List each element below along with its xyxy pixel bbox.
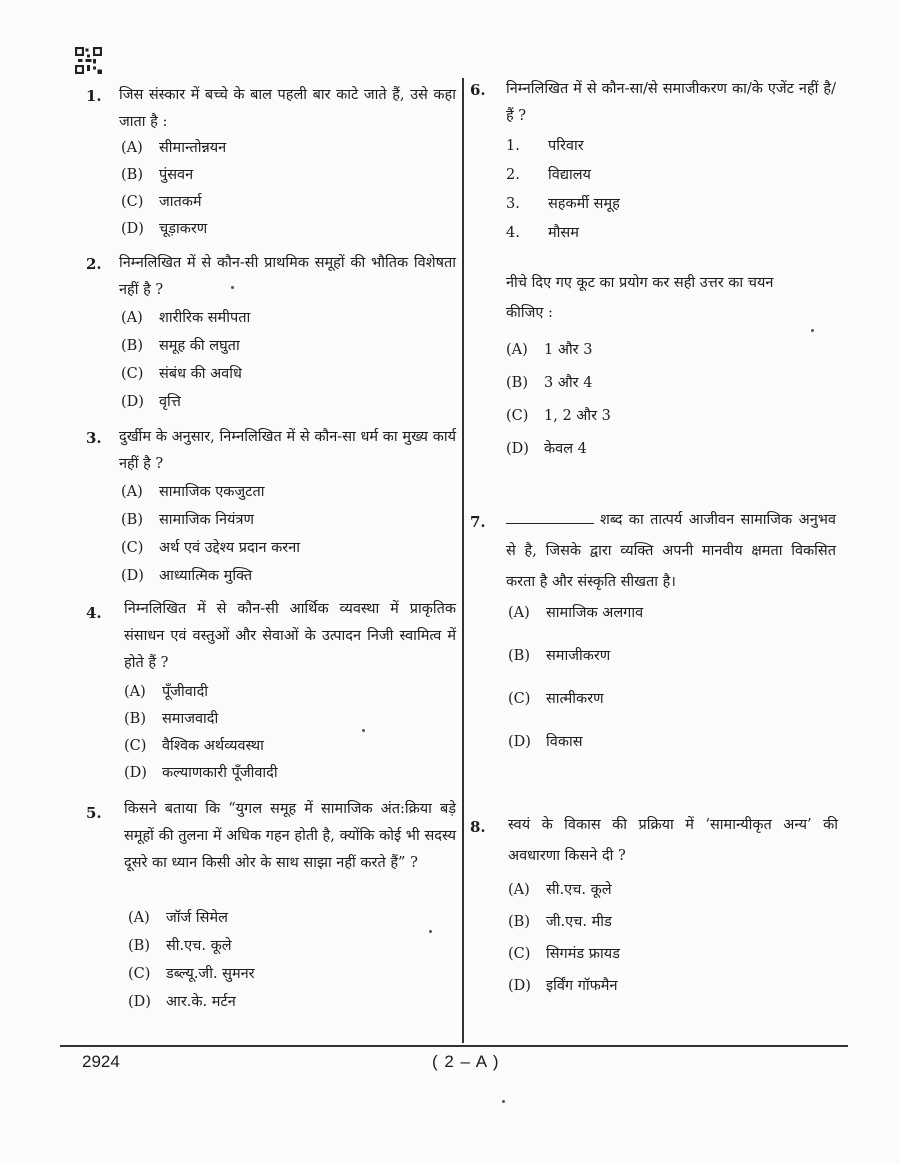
option-c[interactable] [121,538,300,558]
option-label: (A) [124,684,146,700]
option-d[interactable] [506,439,587,459]
option-text: जॉर्ज सिमेल [166,910,228,926]
option-label: (C) [508,946,531,962]
option-c[interactable] [506,406,611,426]
option-b[interactable] [508,646,610,666]
booklet-code: 2924 [82,1052,120,1071]
option-text: 1, 2 और 3 [544,408,611,424]
option-label: (B) [508,914,530,930]
list-item-3 [506,194,620,214]
option-a[interactable] [124,682,208,702]
page-number: ( 2 – A ) [432,1052,500,1071]
footer-rule [60,1045,848,1047]
item-number: 1. [506,138,520,154]
option-label: (B) [128,938,150,954]
option-d[interactable] [128,992,236,1012]
option-text: इर्विंग गॉफमैन [546,978,618,994]
question-text: स्वयं के विकास की प्रक्रिया में ‘सामान्यीकृत अन्य’ की अवधारणा किसने दी ? [508,817,838,864]
item-text: सहकर्मी समूह [548,196,620,212]
option-label: (C) [128,966,151,982]
option-label: (A) [506,342,528,358]
question-text: किसने बताया कि “युगल समूह में सामाजिक अंत:क्रिया बड़े समूहों की तुलना में अधिक गहन होती है, क्योंकि कोई भी सदस्य दूसरे का ध्यान किसी ओर के साथ साझा नहीं करते हैं” ? [124,801,456,871]
question-number: 3. [86,429,102,447]
option-a[interactable] [121,138,226,158]
item-text: परिवार [548,138,584,154]
option-text: जी.एच. मीड [546,914,612,930]
item-text: मौसम [548,225,579,241]
option-text: अर्थ एवं उद्देश्य प्रदान करना [159,540,301,556]
question-text: निम्नलिखित में से कौन-सी प्राथमिक समूहों की भौतिक विशेषता नहीं है ? [119,255,456,298]
option-d[interactable] [508,732,583,752]
option-b[interactable] [128,936,232,956]
option-text: समाजवादी [162,711,219,727]
question-text: निम्नलिखित में से कौन-सी आर्थिक व्यवस्था में प्राकृतिक संसाधन एवं वस्तुओं और सेवाओं के उत्पादन निजी स्वामित्व में होते हैं ? [124,601,456,671]
option-b[interactable] [506,373,592,393]
option-label: (D) [508,978,531,994]
option-d[interactable] [121,566,252,586]
option-label: (D) [508,734,531,750]
scan-speck [231,286,234,289]
instruction-text: नीचे दिए गए कूट का प्रयोग कर सही उत्तर का चयन कीजिए : [506,275,774,321]
question-number: 5. [86,804,102,822]
option-b[interactable] [121,510,254,530]
option-label: (D) [121,221,144,237]
list-item-2 [506,165,591,185]
option-b[interactable] [121,336,240,356]
option-label: (D) [121,394,144,410]
option-text: सी.एच. कूले [546,882,612,898]
option-a[interactable] [506,340,592,360]
option-label: (A) [128,910,150,926]
option-text: सामाजिक नियंत्रण [159,512,254,528]
option-c[interactable] [128,964,255,984]
option-label: (C) [124,738,147,754]
option-label: (A) [121,140,143,156]
question-number: 2. [86,255,102,273]
option-label: (D) [128,994,151,1010]
option-text: संबंध की अवधि [159,366,242,382]
question-text: निम्नलिखित में से कौन-सा/से समाजीकरण का/के एजेंट नहीं है/हैं ? [506,81,836,124]
question-text: जिस संस्कार में बच्चे के बाल पहली बार काटे जाते हैं, उसे कहा जाता है : [119,87,456,130]
option-d[interactable] [124,763,278,783]
option-text: 1 और 3 [544,342,593,358]
option-label: (C) [506,408,529,424]
option-label: (B) [121,338,143,354]
question-number: 6. [470,81,486,99]
scan-speck [502,1100,505,1103]
option-c[interactable] [124,736,264,756]
option-label: (A) [121,484,143,500]
option-text: डब्ल्यू.जी. सुमनर [166,966,255,982]
option-label: (A) [508,882,530,898]
option-a[interactable] [128,908,228,928]
question-number: 7. [470,513,486,531]
fill-in-blank [506,509,594,524]
option-text: आध्यात्मिक मुक्ति [159,568,253,584]
option-label: (A) [121,310,143,326]
option-label: (D) [124,765,147,781]
option-label: (B) [121,167,143,183]
option-text: केवल 4 [544,441,587,457]
option-text: वृत्ति [159,394,181,410]
scan-speck [362,729,365,732]
option-a[interactable] [508,603,643,623]
option-label: (B) [506,375,528,391]
option-a[interactable] [508,880,612,900]
option-label: (C) [121,366,144,382]
option-b[interactable] [508,912,612,932]
option-d[interactable] [121,219,207,239]
option-b[interactable] [124,709,218,729]
option-text: चूड़ाकरण [159,221,208,237]
question-text: दुर्खीम के अनुसार, निम्नलिखित में से कौन-सा धर्म का मुख्य कार्य नहीं है ? [119,429,456,472]
list-item-4 [506,223,579,243]
option-d[interactable] [121,392,181,412]
option-text: सीमान्तोन्नयन [159,140,227,156]
option-c[interactable] [121,364,242,384]
option-text: वैश्विक अर्थव्यवस्था [162,738,264,754]
column-divider [462,78,464,1043]
option-text: सी.एच. कूले [166,938,232,954]
item-number: 4. [506,225,520,241]
list-item-1 [506,136,584,156]
option-text: समूह की लघुता [159,338,240,354]
option-text: सामाजिक अलगाव [546,605,644,621]
question-number: 4. [86,604,102,622]
option-label: (D) [506,441,529,457]
option-text: कल्याणकारी पूँजीवादी [162,765,278,781]
option-d[interactable] [508,976,618,996]
option-a[interactable] [121,482,265,502]
option-c[interactable] [121,192,202,212]
item-text: विद्यालय [548,167,591,183]
scan-speck [429,930,432,933]
qr-code-icon [75,47,102,74]
option-label: (D) [121,568,144,584]
item-number: 3. [506,196,520,212]
option-b[interactable] [121,165,193,185]
option-text: 3 और 4 [544,375,593,391]
item-number: 2. [506,167,520,183]
scan-speck [811,329,814,332]
option-text: विकास [546,734,583,750]
option-label: (A) [508,605,530,621]
option-c[interactable] [508,689,604,709]
option-label: (B) [508,648,530,664]
option-a[interactable] [121,308,250,328]
option-c[interactable] [508,944,620,964]
option-text: जातकर्म [159,194,202,210]
option-text: शारीरिक समीपता [159,310,251,326]
question-number: 1. [86,87,102,105]
question-text-content: शब्द का तात्पर्य आजीवन सामाजिक अनुभव से है, जिसके द्वारा व्यक्ति अपनी मानवीय क्षमता विकसित करता है और संस्कृति सीखता है। [506,512,836,590]
question-text [506,505,836,598]
option-text: पुंसवन [159,167,194,183]
option-text: सामाजिक एकजुटता [159,484,265,500]
question-number: 8. [470,818,486,836]
option-text: पूँजीवादी [162,684,209,700]
option-text: समाजीकरण [546,648,611,664]
option-label: (B) [124,711,146,727]
option-text: सात्मीकरण [546,691,604,707]
option-label: (C) [121,540,144,556]
option-label: (C) [121,194,144,210]
option-text: सिगमंड फ्रायड [546,946,620,962]
option-text: आर.के. मर्टन [166,994,236,1010]
option-label: (B) [121,512,143,528]
option-label: (C) [508,691,531,707]
